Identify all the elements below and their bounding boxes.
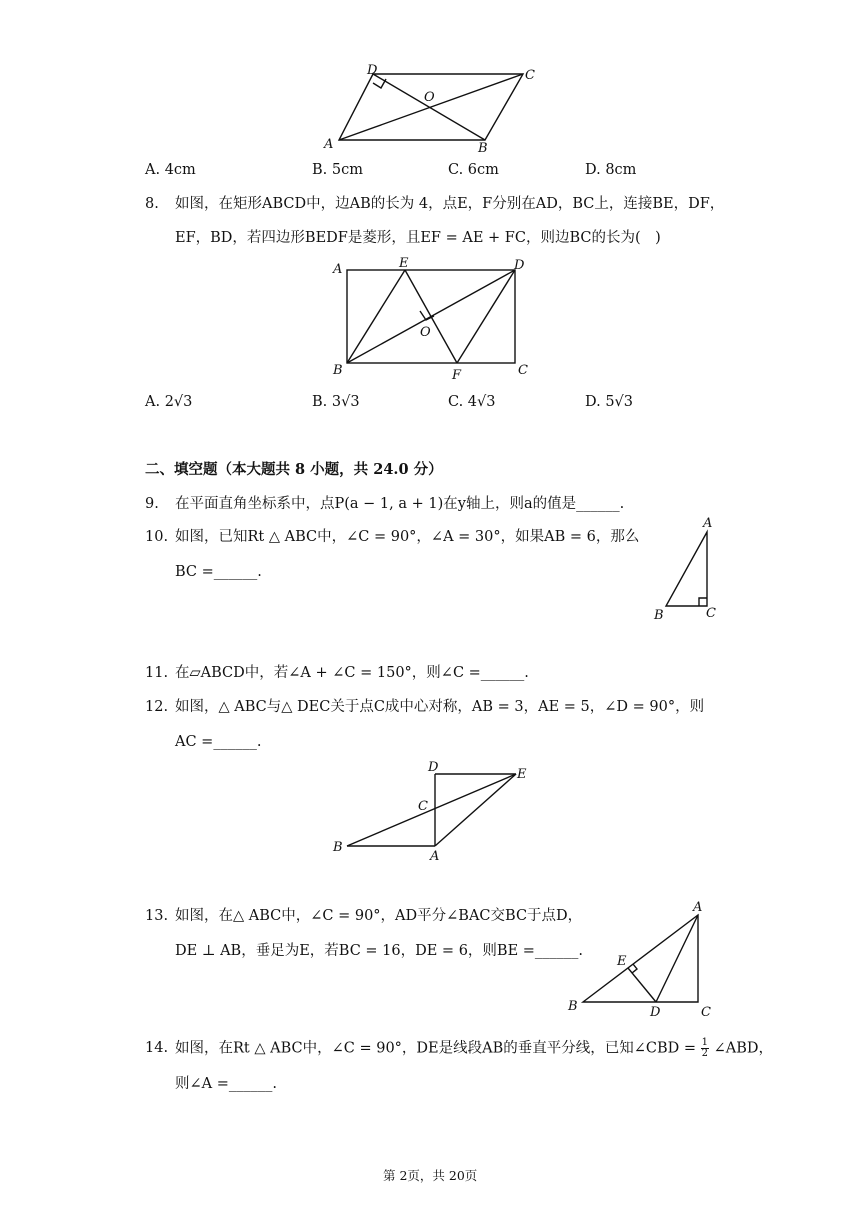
q12-label-e: E [517, 767, 527, 782]
q13-label-b: B [568, 999, 578, 1014]
q12-symmetry-figure [0, 750, 860, 870]
q13-text-line2: DE ⊥ AB，垂足为E，若BC = 16，DE = 6，则BE =______. [175, 943, 584, 959]
q8-label-o: O [420, 325, 431, 340]
q10-text-line2: BC =______. [175, 564, 262, 580]
q12-text-line1: 如图，△ ABC与△ DEC关于点C成中心对称，AB = 3，AE = 5，∠D = 90°，则 [175, 699, 705, 715]
section-title: 二、填空题（本大题共 8 小题，共 24.0 分） [145, 461, 443, 478]
q12-number: 12. [145, 699, 169, 715]
q14-fraction-numerator: 1 [701, 1037, 709, 1048]
q14-text-line1-end: ∠ABD， [713, 1040, 774, 1057]
q13-label-c: C [701, 1005, 711, 1020]
q12-label-a: A [430, 849, 440, 864]
q10-number: 10. [145, 529, 169, 545]
q12-label-b: B [333, 840, 343, 855]
q10-label-c: C [706, 606, 716, 621]
q7-option-b: B. 5cm [312, 162, 363, 178]
q8-option-a: A. 2√3 [145, 394, 193, 410]
q13-number: 13. [145, 908, 169, 924]
q12-text-line2: AC =______. [175, 734, 262, 750]
q8-text-line1: 如图，在矩形ABCD中，边AB的长为 4，点E，F分别在AD，BC上，连接BE，DF， [175, 196, 725, 212]
q8-option-d: D. 5√3 [585, 394, 634, 410]
q7-label-c: C [525, 68, 535, 83]
q8-option-b: B. 3√3 [312, 394, 360, 410]
q8-rectangle-figure [0, 250, 860, 390]
q13-label-e: E [617, 954, 627, 969]
q7-label-o: O [424, 90, 435, 105]
q10-right-triangle-figure [0, 510, 860, 630]
q12-label-d: D [428, 760, 439, 775]
q13-triangle-figure [0, 895, 860, 1025]
q13-label-a: A [693, 900, 703, 915]
q7-option-d: D. 8cm [585, 162, 637, 178]
q7-option-a: A. 4cm [145, 162, 196, 178]
q14-text-line1 [175, 1038, 773, 1059]
q8-text-line2: EF，BD，若四边形BEDF是菱形，且EF = AE + FC，则边BC的长为( ) [175, 230, 661, 246]
q12-label-c: C [418, 799, 428, 814]
q7-label-d: D [367, 63, 378, 78]
q8-label-a: A [333, 262, 343, 277]
q8-number: 8. [145, 196, 159, 212]
q13-label-d: D [650, 1005, 661, 1020]
q11-number: 11. [145, 665, 169, 681]
q8-label-e: E [399, 256, 409, 271]
q8-option-c: C. 4√3 [448, 394, 496, 410]
q10-label-b: B [654, 608, 664, 623]
q8-label-f: F [452, 368, 462, 383]
page-footer: 第 2页，共 20页 [383, 1168, 478, 1183]
q7-label-b: B [478, 141, 488, 156]
q8-label-c: C [518, 363, 528, 378]
q14-text-line2: 则∠A =______. [175, 1076, 277, 1092]
q11-text: 在▱ABCD中，若∠A + ∠C = 150°，则∠C =______. [175, 665, 529, 681]
q14-fraction-denominator: 2 [701, 1048, 709, 1059]
q13-text-line1: 如图，在△ ABC中，∠C = 90°，AD平分∠BAC交BC于点D， [175, 908, 583, 924]
q14-number: 14. [145, 1040, 169, 1056]
q9-number: 9. [145, 496, 159, 512]
q9-text: 在平面直角坐标系中，点P(a − 1, a + 1)在y轴上，则a的值是______. [175, 496, 625, 512]
q7-label-a: A [324, 137, 334, 152]
q8-label-b: B [333, 363, 343, 378]
q7-option-c: C. 6cm [448, 162, 499, 178]
q14-text-line1-start: 如图，在Rt △ ABC中，∠C = 90°，DE是线段AB的垂直平分线，已知∠CBD = [175, 1040, 697, 1057]
q8-label-d: D [514, 258, 525, 273]
q10-text-line1: 如图，已知Rt △ ABC中，∠C = 90°，∠A = 30°，如果AB = 6，那么 [175, 529, 640, 545]
q10-label-a: A [703, 516, 713, 531]
q14-fraction [701, 1038, 709, 1059]
q7-parallelogram-figure [0, 0, 860, 160]
